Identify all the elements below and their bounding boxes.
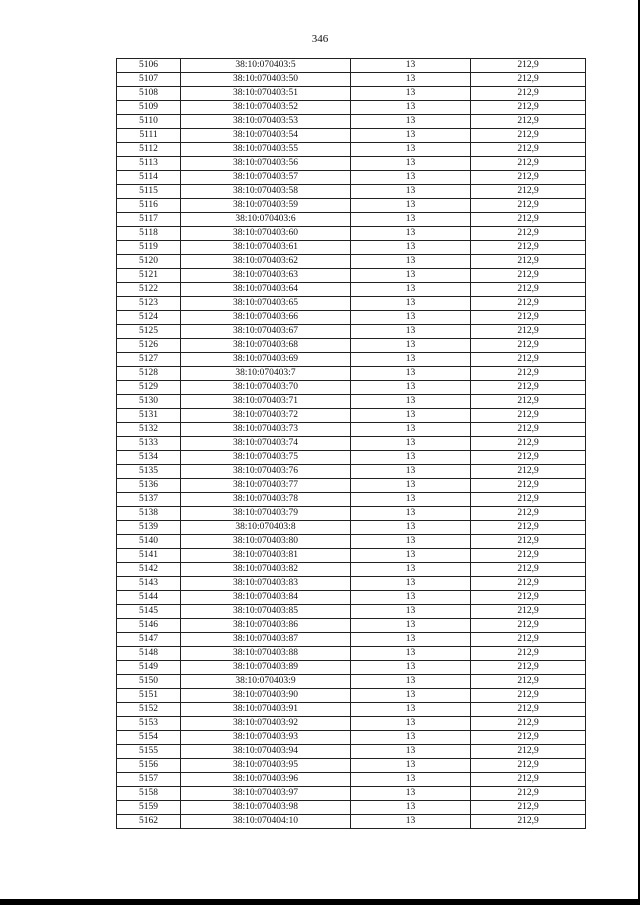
cadastral-number-cell: 38:10:070403:6 [181,213,351,227]
cadastral-number-cell: 38:10:070404:10 [181,815,351,829]
row-number-cell: 5121 [117,269,181,283]
count-cell: 13 [351,255,471,269]
area-cell: 212,9 [471,647,586,661]
area-cell: 212,9 [471,801,586,815]
cadastral-number-cell: 38:10:070403:61 [181,241,351,255]
row-number-cell: 5139 [117,521,181,535]
area-cell: 212,9 [471,185,586,199]
area-cell: 212,9 [471,199,586,213]
cadastral-number-cell: 38:10:070403:66 [181,311,351,325]
table-row [117,689,586,703]
row-number-cell: 5132 [117,423,181,437]
table-row [117,465,586,479]
row-number-cell: 5148 [117,647,181,661]
table-row [117,773,586,787]
count-cell: 13 [351,339,471,353]
area-cell: 212,9 [471,311,586,325]
count-cell: 13 [351,395,471,409]
area-cell: 212,9 [471,661,586,675]
area-cell: 212,9 [471,409,586,423]
count-cell: 13 [351,507,471,521]
area-cell: 212,9 [471,87,586,101]
cadastral-number-cell: 38:10:070403:71 [181,395,351,409]
row-number-cell: 5143 [117,577,181,591]
row-number-cell: 5107 [117,73,181,87]
area-cell: 212,9 [471,465,586,479]
row-number-cell: 5126 [117,339,181,353]
table-row [117,59,586,73]
area-cell: 212,9 [471,493,586,507]
row-number-cell: 5117 [117,213,181,227]
cadastral-number-cell: 38:10:070403:86 [181,619,351,633]
area-cell: 212,9 [471,759,586,773]
cadastral-number-cell: 38:10:070403:7 [181,367,351,381]
row-number-cell: 5128 [117,367,181,381]
cadastral-number-cell: 38:10:070403:72 [181,409,351,423]
area-cell: 212,9 [471,549,586,563]
table-row [117,157,586,171]
cadastral-number-cell: 38:10:070403:51 [181,87,351,101]
table-row [117,745,586,759]
area-cell: 212,9 [471,395,586,409]
table-row [117,367,586,381]
count-cell: 13 [351,297,471,311]
cadastral-number-cell: 38:10:070403:57 [181,171,351,185]
area-cell: 212,9 [471,115,586,129]
table-row [117,801,586,815]
table-row [117,255,586,269]
count-cell: 13 [351,437,471,451]
cadastral-number-cell: 38:10:070403:95 [181,759,351,773]
count-cell: 13 [351,143,471,157]
table-row [117,269,586,283]
count-cell: 13 [351,647,471,661]
count-cell: 13 [351,101,471,115]
area-cell: 212,9 [471,143,586,157]
cadastral-number-cell: 38:10:070403:92 [181,717,351,731]
cadastral-number-cell: 38:10:070403:85 [181,605,351,619]
area-cell: 212,9 [471,605,586,619]
count-cell: 13 [351,199,471,213]
table-row [117,409,586,423]
cadastral-number-cell: 38:10:070403:90 [181,689,351,703]
table-row [117,619,586,633]
cadastral-number-cell: 38:10:070403:87 [181,633,351,647]
table-row [117,479,586,493]
cadastral-number-cell: 38:10:070403:91 [181,703,351,717]
table-row [117,423,586,437]
count-cell: 13 [351,241,471,255]
cadastral-number-cell: 38:10:070403:60 [181,227,351,241]
area-cell: 212,9 [471,339,586,353]
table-row [117,101,586,115]
count-cell: 13 [351,185,471,199]
area-cell: 212,9 [471,675,586,689]
count-cell: 13 [351,815,471,829]
table-row [117,339,586,353]
area-cell: 212,9 [471,451,586,465]
row-number-cell: 5144 [117,591,181,605]
table-row [117,647,586,661]
table-row [117,129,586,143]
cadastral-number-cell: 38:10:070403:68 [181,339,351,353]
area-cell: 212,9 [471,269,586,283]
table-row [117,395,586,409]
row-number-cell: 5120 [117,255,181,269]
row-number-cell: 5159 [117,801,181,815]
row-number-cell: 5135 [117,465,181,479]
cadastral-number-cell: 38:10:070403:78 [181,493,351,507]
area-cell: 212,9 [471,731,586,745]
area-cell: 212,9 [471,255,586,269]
row-number-cell: 5138 [117,507,181,521]
row-number-cell: 5118 [117,227,181,241]
cadastral-number-cell: 38:10:070403:77 [181,479,351,493]
area-cell: 212,9 [471,815,586,829]
cadastral-number-cell: 38:10:070403:50 [181,73,351,87]
table-row [117,325,586,339]
scan-edge-bottom [0,899,640,905]
count-cell: 13 [351,115,471,129]
row-number-cell: 5133 [117,437,181,451]
cadastral-number-cell: 38:10:070403:63 [181,269,351,283]
table-row [117,353,586,367]
count-cell: 13 [351,675,471,689]
table-row [117,87,586,101]
cadastral-number-cell: 38:10:070403:52 [181,101,351,115]
registry-table [116,58,586,829]
table-row [117,143,586,157]
row-number-cell: 5106 [117,59,181,73]
table-row [117,185,586,199]
count-cell: 13 [351,381,471,395]
count-cell: 13 [351,129,471,143]
cadastral-number-cell: 38:10:070403:84 [181,591,351,605]
row-number-cell: 5147 [117,633,181,647]
count-cell: 13 [351,353,471,367]
count-cell: 13 [351,689,471,703]
table-row [117,227,586,241]
row-number-cell: 5149 [117,661,181,675]
area-cell: 212,9 [471,423,586,437]
table-row [117,297,586,311]
cadastral-number-cell: 38:10:070403:73 [181,423,351,437]
area-cell: 212,9 [471,227,586,241]
area-cell: 212,9 [471,633,586,647]
row-number-cell: 5108 [117,87,181,101]
table-row [117,535,586,549]
row-number-cell: 5125 [117,325,181,339]
count-cell: 13 [351,759,471,773]
area-cell: 212,9 [471,521,586,535]
count-cell: 13 [351,563,471,577]
table-row [117,605,586,619]
cadastral-number-cell: 38:10:070403:76 [181,465,351,479]
area-cell: 212,9 [471,689,586,703]
cadastral-number-cell: 38:10:070403:56 [181,157,351,171]
row-number-cell: 5142 [117,563,181,577]
area-cell: 212,9 [471,213,586,227]
table-row [117,507,586,521]
row-number-cell: 5111 [117,129,181,143]
cadastral-number-cell: 38:10:070403:5 [181,59,351,73]
table-row [117,213,586,227]
area-cell: 212,9 [471,619,586,633]
count-cell: 13 [351,465,471,479]
count-cell: 13 [351,731,471,745]
cadastral-number-cell: 38:10:070403:83 [181,577,351,591]
table-row [117,241,586,255]
count-cell: 13 [351,227,471,241]
row-number-cell: 5116 [117,199,181,213]
cadastral-number-cell: 38:10:070403:59 [181,199,351,213]
table-row [117,591,586,605]
cadastral-number-cell: 38:10:070403:89 [181,661,351,675]
row-number-cell: 5127 [117,353,181,367]
count-cell: 13 [351,717,471,731]
count-cell: 13 [351,325,471,339]
row-number-cell: 5155 [117,745,181,759]
table-row [117,717,586,731]
row-number-cell: 5114 [117,171,181,185]
count-cell: 13 [351,787,471,801]
cadastral-number-cell: 38:10:070403:8 [181,521,351,535]
cadastral-number-cell: 38:10:070403:79 [181,507,351,521]
row-number-cell: 5158 [117,787,181,801]
table-row [117,115,586,129]
count-cell: 13 [351,493,471,507]
count-cell: 13 [351,73,471,87]
area-cell: 212,9 [471,157,586,171]
area-cell: 212,9 [471,563,586,577]
row-number-cell: 5115 [117,185,181,199]
count-cell: 13 [351,87,471,101]
count-cell: 13 [351,409,471,423]
row-number-cell: 5130 [117,395,181,409]
table-row [117,171,586,185]
count-cell: 13 [351,479,471,493]
area-cell: 212,9 [471,577,586,591]
cadastral-number-cell: 38:10:070403:75 [181,451,351,465]
table-row [117,815,586,829]
count-cell: 13 [351,283,471,297]
cadastral-number-cell: 38:10:070403:65 [181,297,351,311]
table-row [117,493,586,507]
row-number-cell: 5141 [117,549,181,563]
cadastral-number-cell: 38:10:070403:55 [181,143,351,157]
cadastral-number-cell: 38:10:070403:58 [181,185,351,199]
row-number-cell: 5150 [117,675,181,689]
table-row [117,731,586,745]
count-cell: 13 [351,157,471,171]
count-cell: 13 [351,619,471,633]
table-row [117,283,586,297]
row-number-cell: 5131 [117,409,181,423]
table-row [117,577,586,591]
area-cell: 212,9 [471,717,586,731]
row-number-cell: 5134 [117,451,181,465]
cadastral-number-cell: 38:10:070403:70 [181,381,351,395]
count-cell: 13 [351,549,471,563]
row-number-cell: 5156 [117,759,181,773]
cadastral-number-cell: 38:10:070403:80 [181,535,351,549]
area-cell: 212,9 [471,535,586,549]
row-number-cell: 5119 [117,241,181,255]
cadastral-number-cell: 38:10:070403:67 [181,325,351,339]
count-cell: 13 [351,213,471,227]
area-cell: 212,9 [471,437,586,451]
row-number-cell: 5145 [117,605,181,619]
row-number-cell: 5154 [117,731,181,745]
area-cell: 212,9 [471,171,586,185]
area-cell: 212,9 [471,283,586,297]
area-cell: 212,9 [471,353,586,367]
cadastral-number-cell: 38:10:070403:64 [181,283,351,297]
row-number-cell: 5122 [117,283,181,297]
count-cell: 13 [351,311,471,325]
cadastral-number-cell: 38:10:070403:98 [181,801,351,815]
area-cell: 212,9 [471,745,586,759]
table-row [117,311,586,325]
cadastral-number-cell: 38:10:070403:96 [181,773,351,787]
count-cell: 13 [351,59,471,73]
area-cell: 212,9 [471,381,586,395]
area-cell: 212,9 [471,787,586,801]
cadastral-number-cell: 38:10:070403:81 [181,549,351,563]
count-cell: 13 [351,633,471,647]
area-cell: 212,9 [471,773,586,787]
count-cell: 13 [351,535,471,549]
count-cell: 13 [351,745,471,759]
table-row [117,703,586,717]
count-cell: 13 [351,591,471,605]
registry-table-body [117,59,586,829]
area-cell: 212,9 [471,703,586,717]
area-cell: 212,9 [471,507,586,521]
row-number-cell: 5109 [117,101,181,115]
area-cell: 212,9 [471,101,586,115]
cadastral-number-cell: 38:10:070403:62 [181,255,351,269]
area-cell: 212,9 [471,367,586,381]
row-number-cell: 5151 [117,689,181,703]
table-row [117,633,586,647]
count-cell: 13 [351,605,471,619]
count-cell: 13 [351,577,471,591]
table-row [117,73,586,87]
count-cell: 13 [351,451,471,465]
count-cell: 13 [351,269,471,283]
table-row [117,381,586,395]
row-number-cell: 5129 [117,381,181,395]
row-number-cell: 5162 [117,815,181,829]
table-row [117,661,586,675]
count-cell: 13 [351,773,471,787]
cadastral-number-cell: 38:10:070403:97 [181,787,351,801]
page-number: 346 [311,33,329,45]
cadastral-number-cell: 38:10:070403:9 [181,675,351,689]
cadastral-number-cell: 38:10:070403:93 [181,731,351,745]
row-number-cell: 5152 [117,703,181,717]
cadastral-number-cell: 38:10:070403:69 [181,353,351,367]
row-number-cell: 5146 [117,619,181,633]
table-row [117,521,586,535]
row-number-cell: 5137 [117,493,181,507]
table-row [117,563,586,577]
count-cell: 13 [351,423,471,437]
cadastral-number-cell: 38:10:070403:88 [181,647,351,661]
row-number-cell: 5123 [117,297,181,311]
table-row [117,437,586,451]
table-row [117,787,586,801]
count-cell: 13 [351,171,471,185]
area-cell: 212,9 [471,241,586,255]
row-number-cell: 5140 [117,535,181,549]
cadastral-number-cell: 38:10:070403:54 [181,129,351,143]
area-cell: 212,9 [471,59,586,73]
table-row [117,549,586,563]
count-cell: 13 [351,367,471,381]
area-cell: 212,9 [471,591,586,605]
count-cell: 13 [351,801,471,815]
area-cell: 212,9 [471,73,586,87]
area-cell: 212,9 [471,325,586,339]
cadastral-number-cell: 38:10:070403:94 [181,745,351,759]
count-cell: 13 [351,703,471,717]
area-cell: 212,9 [471,297,586,311]
count-cell: 13 [351,521,471,535]
area-cell: 212,9 [471,129,586,143]
table-row [117,759,586,773]
row-number-cell: 5110 [117,115,181,129]
row-number-cell: 5157 [117,773,181,787]
cadastral-number-cell: 38:10:070403:82 [181,563,351,577]
table-row [117,675,586,689]
row-number-cell: 5153 [117,717,181,731]
row-number-cell: 5112 [117,143,181,157]
row-number-cell: 5124 [117,311,181,325]
count-cell: 13 [351,661,471,675]
area-cell: 212,9 [471,479,586,493]
row-number-cell: 5136 [117,479,181,493]
table-row [117,451,586,465]
row-number-cell: 5113 [117,157,181,171]
table-row [117,199,586,213]
cadastral-number-cell: 38:10:070403:74 [181,437,351,451]
cadastral-number-cell: 38:10:070403:53 [181,115,351,129]
